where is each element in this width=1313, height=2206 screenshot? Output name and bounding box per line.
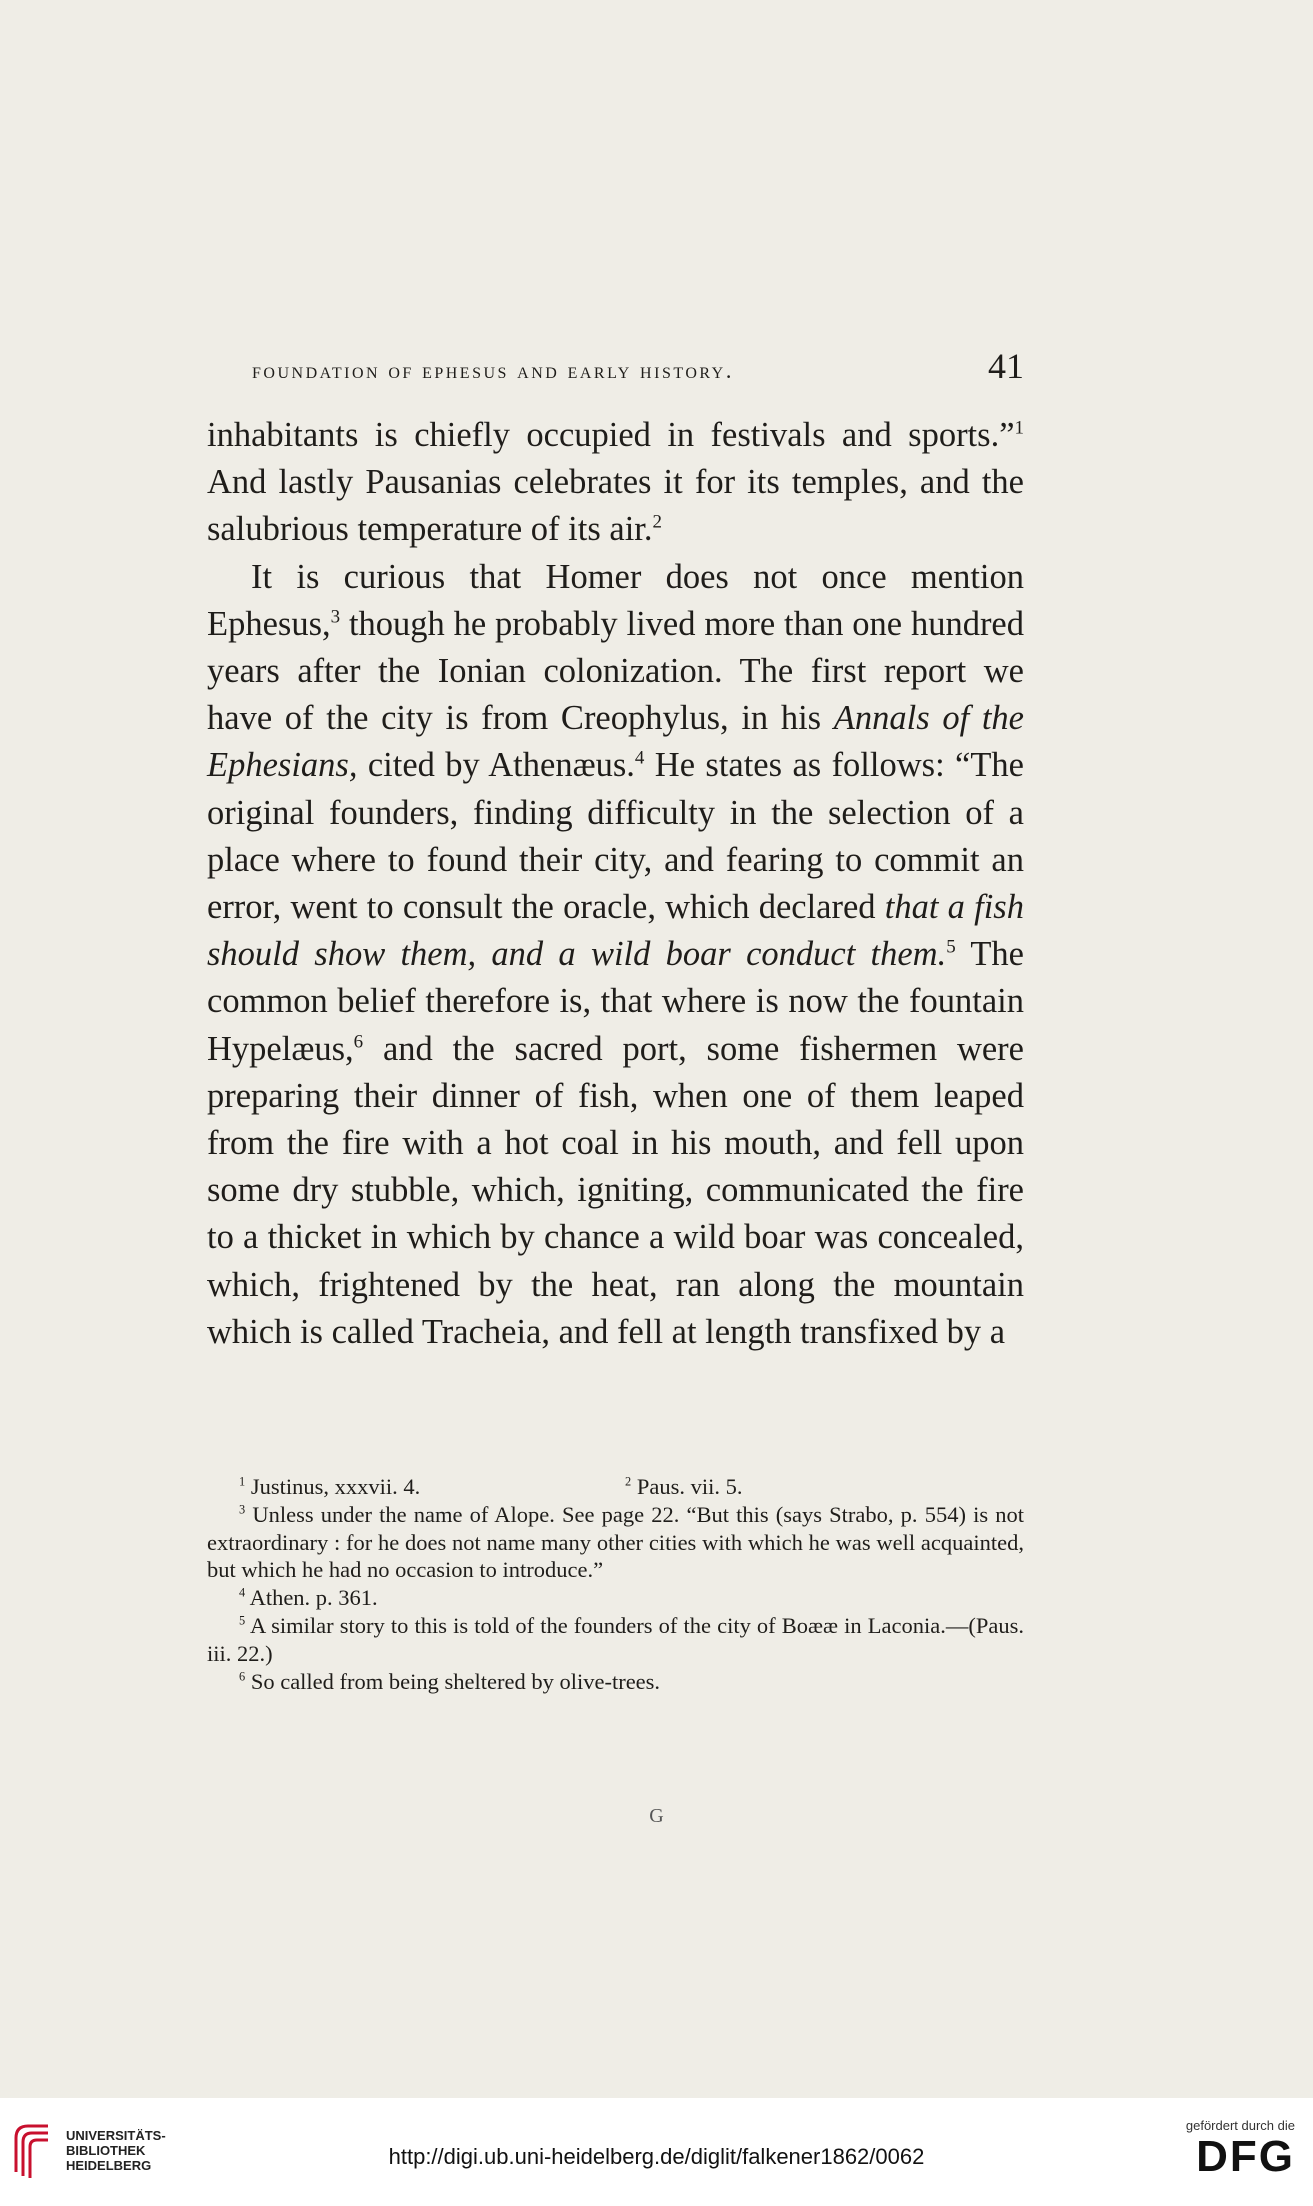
text-run: though he probably lived more than one hundred years after the Ionian colonization. The first report we have of the city is from Creophylus, in his — [207, 604, 1024, 738]
footnote-text: Paus. vii. 5. — [631, 1474, 743, 1499]
funder-logo[interactable] — [1186, 2118, 1295, 2179]
footnote-number: 4 — [239, 1585, 246, 1600]
footnotes — [207, 1473, 1024, 1695]
footnote-ref-3: 3 — [330, 606, 341, 628]
footnote-ref-5: 5 — [946, 936, 956, 958]
text-run: And lastly Pausanias celebrates it for its temples, and the salubrious temperature of its air. — [207, 463, 1024, 549]
footnote-text: Unless under the name of Alope. See page 22. “But this (says Strabo, p. 554) is not extraordinary : for he does not name many other cities with which he was well acquainted, but which he had no occasion to introduce.” — [207, 1501, 1024, 1583]
footnote-ref-2: 2 — [652, 511, 662, 533]
footnote-number: 6 — [239, 1669, 246, 1684]
footnote-1 — [207, 1473, 625, 1501]
footnote-text: So called from being sheltered by olive-trees. — [245, 1668, 661, 1694]
running-title: foundation of ephesus and early history. — [252, 358, 734, 383]
paragraph-2 — [207, 554, 1024, 1356]
footnote-text: A similar story to this is told of the founders of the city of Boææ in Laconia.—(Paus. iii. 22.) — [207, 1612, 1024, 1666]
signature-mark: G — [649, 1805, 664, 1827]
library-line-2: BIBLIOTHEK — [66, 2142, 146, 2158]
permalink-url[interactable]: http://digi.ub.uni-heidelberg.de/diglit/falkener1862/0062 — [388, 2144, 925, 2169]
footnote-ref-1: 1 — [1014, 417, 1024, 439]
footnote-number: 1 — [239, 1474, 246, 1489]
footnote-number: 2 — [625, 1474, 632, 1489]
footnote-text: Athen. p. 361. — [245, 1585, 378, 1611]
footnote-number: 5 — [239, 1613, 246, 1628]
text-run: cited by Athenæus. — [357, 746, 635, 785]
footnote-row-1-2 — [207, 1473, 1024, 1501]
paragraph-1 — [207, 412, 1024, 554]
text-run: inhabitants is chiefly occupied in festivals and sports.” — [207, 416, 1015, 454]
funded-by-label: gefördert durch die — [1185, 2118, 1295, 2133]
footnote-text: Justinus, xxxvii. 4. — [245, 1474, 421, 1499]
text-run: and the sacred port, some fishermen were preparing their dinner of fish, when one of them leaped from the fire with a hot coal in his mouth, and fell upon some dry stubble, which, igniting, communicated the fire to a thicket in which by chance a wild boar was concealed, which, frightened by the heat, ran along the mountain which is called Tracheia, and fell at length transfixed by a — [207, 1029, 1024, 1351]
footnote-number: 3 — [239, 1502, 246, 1517]
italic-title: Annals of the Ephesians, — [207, 699, 1024, 785]
footnote-4 — [207, 1584, 1024, 1612]
library-line-1: UNIVERSITÄTS- — [66, 2127, 166, 2143]
running-header — [252, 345, 1024, 387]
footnote-ref-6: 6 — [353, 1031, 364, 1053]
footnote-3 — [207, 1501, 1024, 1584]
page-number: 41 — [988, 346, 1024, 386]
digitization-footer — [0, 2098, 1313, 2206]
text-run: The common belief therefore is, that where is now the fountain Hypelæus, — [207, 935, 1024, 1068]
footnote-ref-4: 4 — [634, 747, 645, 769]
dfg-logo-text: DFG — [1196, 2132, 1295, 2181]
footnote-6 — [207, 1668, 1024, 1696]
footnote-2 — [625, 1473, 742, 1501]
text-run: He states as follows: “The original founders, finding difficulty in the selection of a place where to found their city, and fearing to commit an error, went to consult the oracle, which declared — [207, 746, 1024, 927]
italic-oracle: that a fish should show them, and a wild boar conduct them. — [207, 888, 1024, 974]
footnote-5 — [207, 1612, 1024, 1668]
body-text — [207, 412, 1024, 1356]
text-run: It is curious that Homer does not once mention Ephesus, — [207, 557, 1024, 643]
library-line-3: HEIDELBERG — [66, 2157, 152, 2173]
